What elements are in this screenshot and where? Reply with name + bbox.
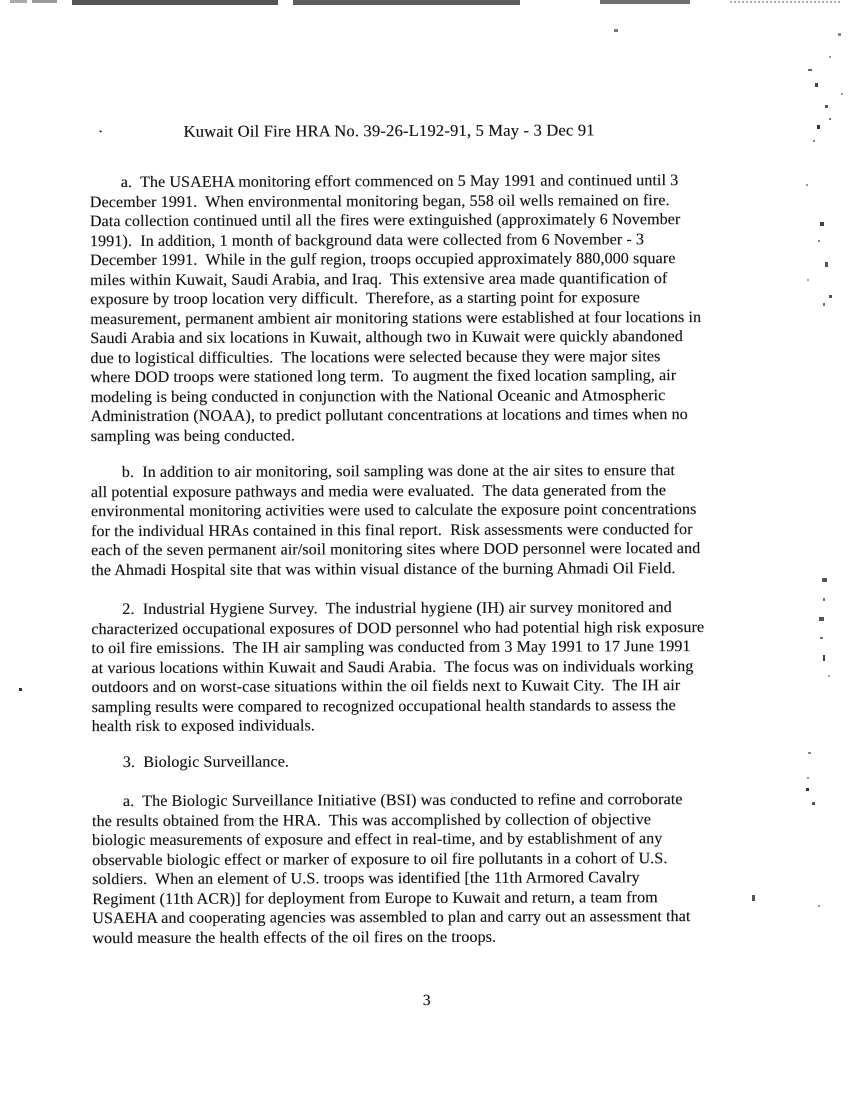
paragraph-soil-sampling	[91, 461, 781, 580]
text-line: characterized occupational exposures of DOD personnel who had potential high risk exposure	[91, 618, 705, 638]
text-line: the results obtained from the HRA. This was accomplished by collection of objective	[91, 810, 651, 830]
text-line: each of the seven permanent air/soil monitoring sites where DOD personnel were located and	[90, 540, 701, 560]
text-line: modeling is being conducted in conjunction with the National Oceanic and Atmospheric	[90, 386, 666, 406]
paragraph-industrial-hygiene-survey	[91, 598, 781, 737]
text-line: exposure by troop location very difficult. Therefore, as a starting point for exposure	[90, 289, 640, 309]
text-line: b. In addition to air monitoring, soil sampling was done at the air sites to ensure that	[121, 462, 676, 482]
page-number: 3	[422, 991, 431, 1010]
paragraph-bsi	[92, 790, 783, 948]
text-line: due to logistical difficulties. The locations were selected because they were major sites	[90, 347, 661, 367]
text-line: sampling was being conducted.	[90, 426, 295, 445]
text-line: sampling results were compared to recognized occupational health standards to assess the	[91, 696, 676, 716]
text-line: for the individual HRAs contained in this final report. Risk assessments were conducted for	[90, 520, 693, 540]
text-line: observable biologic effect or marker of exposure to oil fire pollutants in a cohort of U.S.	[92, 849, 668, 869]
text-line: environmental monitoring activities were used to calculate the exposure point concentrations	[90, 501, 697, 521]
text-line: a. The Biologic Surveillance Initiative (BSI) was conducted to refine and corroborate	[122, 791, 683, 811]
paragraph-biologic-surveillance-heading	[92, 751, 782, 773]
text-line: 3. Biologic Surveillance.	[122, 753, 289, 772]
text-line: December 1991. When environmental monitoring began, 558 oil wells remained on fire.	[89, 191, 670, 211]
text-line: Data collection continued until all the fires were extinguished (approximately 6 November	[89, 211, 681, 231]
text-line: Regiment (11th ACR)] for deployment from Europe to Kuwait and return, a team from	[92, 888, 658, 908]
text-line: measurement, permanent ambient air monitoring stations were established at four locations in	[90, 308, 702, 328]
page-title: Kuwait Oil Fire HRA No. 39-26-L192-91, 5 May - 3 Dec 91	[183, 120, 595, 141]
text-line: 2. Industrial Hygiene Survey. The industrial hygiene (IH) air survey monitored and	[122, 599, 672, 619]
text-line: USAEHA and cooperating agencies was assembled to plan and carry out an assessment that	[92, 908, 691, 928]
text-line: would measure the health effects of the oil fires on the troops.	[92, 928, 497, 947]
text-line: biologic measurements of exposure and effect in real-time, and by establishment of any	[91, 830, 663, 850]
text-line: soldiers. When an element of U.S. troops was identified [the 11th Armored Cavalry	[92, 869, 640, 889]
paragraph-usaeha-monitoring	[90, 171, 781, 446]
text-line: 1991). In addition, 1 month of background data were collected from 6 November - 3	[89, 230, 645, 250]
text-line: miles within Kuwait, Saudi Arabia, and Iraq. This extensive area made quantification of	[90, 269, 668, 289]
stray-dot-mark: .	[98, 119, 103, 137]
text-line: where DOD troops were stationed long term. To augment the fixed location sampling, air	[90, 367, 677, 387]
text-line: the Ahmadi Hospital site that was within visual distance of the burning Ahmadi Oil Field.	[91, 559, 676, 579]
text-line: to oil fire emissions. The IH air sampling was conducted from 3 May 1991 to 17 June 1991	[91, 638, 691, 658]
text-line: Administration (NOAA), to predict pollutant concentrations at locations and times when no	[90, 406, 688, 426]
text-line: at various locations within Kuwait and Saudi Arabia. The focus was on individuals working	[91, 657, 694, 677]
text-line: a. The USAEHA monitoring effort commenced on 5 May 1991 and continued until 3	[120, 172, 679, 192]
text-line: Saudi Arabia and six locations in Kuwait, although two in Kuwait were quickly abandoned	[90, 328, 683, 348]
text-line: outdoors and on worst-case situations within the oil fields next to Kuwait City. The IH air	[91, 677, 681, 697]
text-line: health risk to exposed individuals.	[91, 717, 315, 736]
text-line: December 1991. While in the gulf region, troops occupied approximately 880,000 square	[89, 250, 676, 270]
text-line: all potential exposure pathways and media were evaluated. The data generated from the	[90, 481, 666, 501]
